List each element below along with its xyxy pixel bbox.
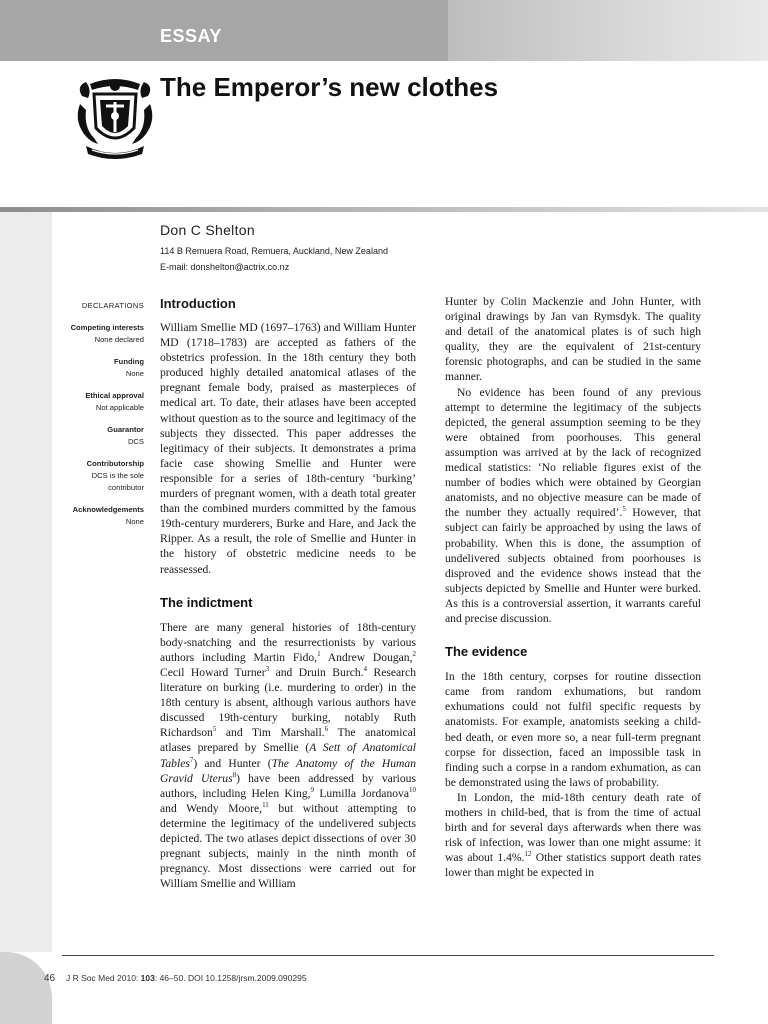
declaration-label: Contributorship xyxy=(86,459,144,468)
ref-marker[interactable]: 7 xyxy=(189,755,194,764)
journal-citation: J R Soc Med 2010: 103: 46–50. DOI 10.1258/jrsm.2009.090295 xyxy=(66,973,307,983)
body-paragraph: No evidence has been found of any previous attempt to determine the legitimacy of the subjects depicted, the general assumption seeming to be they were obtained from poorhouses. This general assumption was arrived at by the lack of recognized medical statistics: ‘No reliable figures exist of the number of bodies which were obtained by Georgian anatomists, and no objective measure can be made of the number they actually required’.$^5$ However, that subject can fairly be approached by using the laws of probability. When this is done, the assumption of undelivered subjects obtained from poorhouses is disproved and the evidence shows instead that the subjects depicted by Smellie and Hunter were burked. As this is a controversial assertion, it warrants careful and precise discussion. xyxy=(445,385,701,625)
declaration-label: Guarantor xyxy=(107,425,144,434)
margin-strip xyxy=(0,212,52,952)
declarations-sidebar xyxy=(52,300,144,528)
footer-corner-tab xyxy=(0,952,52,1024)
ref-marker[interactable]: 10 xyxy=(409,785,416,794)
declaration-value: None xyxy=(125,369,144,378)
declaration-value: Not applicable xyxy=(95,403,144,412)
ref-marker[interactable]: 11 xyxy=(262,800,269,809)
society-crest-logo xyxy=(72,76,158,160)
author-email[interactable]: E-mail: donshelton@actrix.co.nz xyxy=(160,262,290,272)
declaration-value: None declared xyxy=(94,335,144,344)
declaration-value: None xyxy=(125,517,144,526)
author-name: Don C Shelton xyxy=(160,222,255,238)
declaration-label: Acknowledgements xyxy=(72,505,144,514)
ref-marker[interactable]: 9 xyxy=(310,785,315,794)
ref-marker[interactable]: 1 xyxy=(317,650,321,659)
ref-marker[interactable]: 12 xyxy=(524,850,532,859)
declaration-label: Funding xyxy=(114,357,144,366)
article-title: The Emperor’s new clothes xyxy=(160,72,499,102)
section-heading-indictment: The indictment xyxy=(160,594,253,610)
declaration-label: Competing interests xyxy=(70,323,144,332)
text-column-right xyxy=(445,294,701,880)
header-banner-gradient xyxy=(448,0,768,61)
section-heading-evidence: The evidence xyxy=(445,644,528,660)
declaration-value: DCS xyxy=(127,437,144,446)
ref-marker[interactable]: 4 xyxy=(363,665,368,674)
ref-marker[interactable]: 5 xyxy=(212,725,217,734)
declaration-label: Ethical approval xyxy=(85,391,144,400)
indictment-paragraph: There are many general histories of 18th-century body-snatching and the resurrectionists by various authors including Martin Fido,$^1$ Andrew Dougan,$^2$ Cecil Howard Turner$^3$ and Druin Burch.$^4$ Research literature on burking (i.e. murdering to order) in the 18th century is absent, although various authors have discussed 19th-century burking, notably Ruth Richardson$^5$ and Tim Marshall.$^6$ The anatomical atlases prepared by Smellie (A Sett of Anatomical Tables$^7$) and Hunter (The Anatomy of the Human Gravid Uterus$^8$) have been addressed by various authors, including Helen King,$^9$ Lumilla Jordanova$^{10}$ and Wendy Moore,$^{11}$ but without attempting to determine the legitimacy of the undelivered subjects depicted. The two atlases depict dissections of over 30 pregnant subjects, mainly in the ninth month of pregnancy. Most dissections were carried out for William Smellie and William xyxy=(160,620,417,891)
title-divider xyxy=(0,207,768,212)
declaration-value: DCS is the sole contributor xyxy=(91,471,144,492)
declarations-heading: DECLARATIONS xyxy=(81,301,144,310)
body-paragraph: Hunter by Colin Mackenzie and John Hunter, with original drawings by Jan van Rymsdyk. The quality and detail of the anatomical plates is of such high quality, they are the equivalent of 21st-century forensic photographs, and can be studied in the same manner. xyxy=(445,295,701,384)
text-column-left xyxy=(160,320,416,891)
ref-marker[interactable]: 2 xyxy=(412,650,417,659)
page-number: 46 xyxy=(44,973,56,984)
ref-marker[interactable]: 5 xyxy=(622,505,626,514)
ref-marker[interactable]: 8 xyxy=(232,770,237,779)
footer-divider xyxy=(62,955,714,956)
evidence-paragraph: In the 18th century, corpses for routine dissection came from random exhumations, but random exhumations could not fulfil specific requests by anatomists. For example, anatomists seeking a child-bed death, or even more so, a near full-term pregnant corpse for dissection, faced an impossible task in finding such a corpse in a random exhumation, as can be demonstrated using the laws of probability. xyxy=(445,670,701,789)
ref-marker[interactable]: 3 xyxy=(265,665,270,674)
author-address: 114 B Remuera Road, Remuera, Auckland, New Zealand xyxy=(160,246,388,256)
intro-paragraph: William Smellie MD (1697–1763) and William Hunter MD (1718–1783) are accepted as fathers of the obstetrics profession. In the 18th century they both produced highly detailed anatomical atlases of the pregnant female body, praised as masterpieces of medical art. To date, their atlases have been accepted without question as to the source and legitimacy of the subjects they dissected. This paper addresses the legitimacy of their subjects. It demonstrates a prima facie case showing Smellie and Hunter were responsible for a series of 18th-century ‘burking’ murders of pregnant women, with a death total greater than the combined murders committed by the famous 19th-century murderers, Burke and Hare, and Jack the Ripper. As a result, the role of Smellie and Hunter in the history of obstetric medicine needs to be reassessed. xyxy=(160,321,416,576)
ref-marker[interactable]: 6 xyxy=(324,725,329,734)
section-heading-introduction: Introduction xyxy=(160,296,236,311)
section-label: ESSAY xyxy=(160,26,222,46)
evidence-paragraph: In London, the mid-18th century death rate of mothers in child-bed, that is from the time of actual birth and for several days afterwards when there was risk of infection, was lower than one might assume: it was about 1.4%.$^{12}$ Other statistics support death rates lower than might be expected in xyxy=(445,790,701,880)
